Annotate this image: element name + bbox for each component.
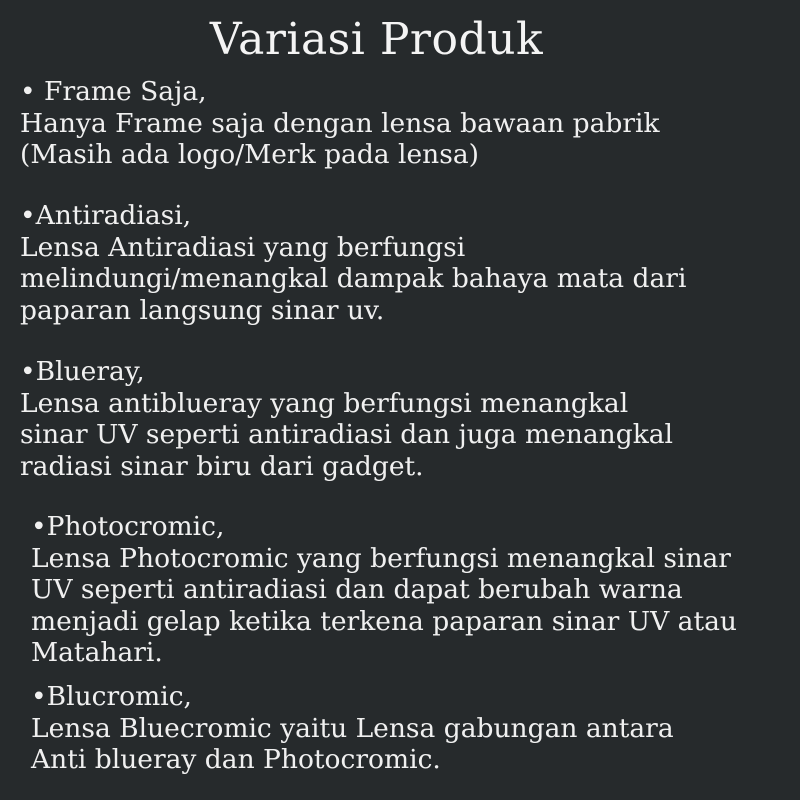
variant-description-line: paparan langsung sinar uv. (20, 294, 385, 326)
variant-blucromic (31, 681, 674, 776)
variant-description-line: UV seperti antiradiasi dan dapat berubah warna (31, 574, 683, 605)
variant-photocromic (31, 511, 737, 669)
variant-heading: •Blucromic, (31, 681, 192, 712)
variant-heading: • Frame Saja, (20, 76, 207, 107)
variant-description-line: menjadi gelap ketika terkena paparan sinar UV atau (31, 605, 737, 637)
variant-description-line: Lensa Photocromic yang berfungsi menangkal sinar (31, 542, 731, 574)
variant-description-line: Hanya Frame saja dengan lensa bawaan pabrik (20, 107, 660, 139)
variant-heading: •Antiradiasi, (20, 200, 192, 231)
variant-description-line: Lensa Antiradiasi yang berfungsi (20, 231, 466, 263)
page-title: Variasi Produk (209, 14, 544, 65)
variant-description-line: Anti blueray dan Photocromic. (31, 744, 441, 775)
variant-description-line: radiasi sinar biru dari gadget. (20, 450, 424, 482)
variant-heading: •Photocromic, (31, 511, 225, 542)
variant-description-line: Matahari. (31, 637, 163, 668)
variant-antiradiasi (20, 200, 686, 326)
variant-description-line: sinar UV seperti antiradiasi dan juga menangkal (20, 419, 674, 450)
variant-heading: •Blueray, (20, 356, 145, 387)
variant-description-line: melindungi/menangkal dampak bahaya mata dari (20, 263, 687, 294)
variant-description-line: (Masih ada logo/Merk pada lensa) (20, 139, 479, 170)
variant-frame-only (20, 76, 660, 171)
variant-description-line: Lensa antiblueray yang berfungsi menangkal (20, 387, 629, 419)
variant-blueray (20, 356, 673, 482)
variant-description-line: Lensa Bluecromic yaitu Lensa gabungan antara (31, 712, 674, 744)
